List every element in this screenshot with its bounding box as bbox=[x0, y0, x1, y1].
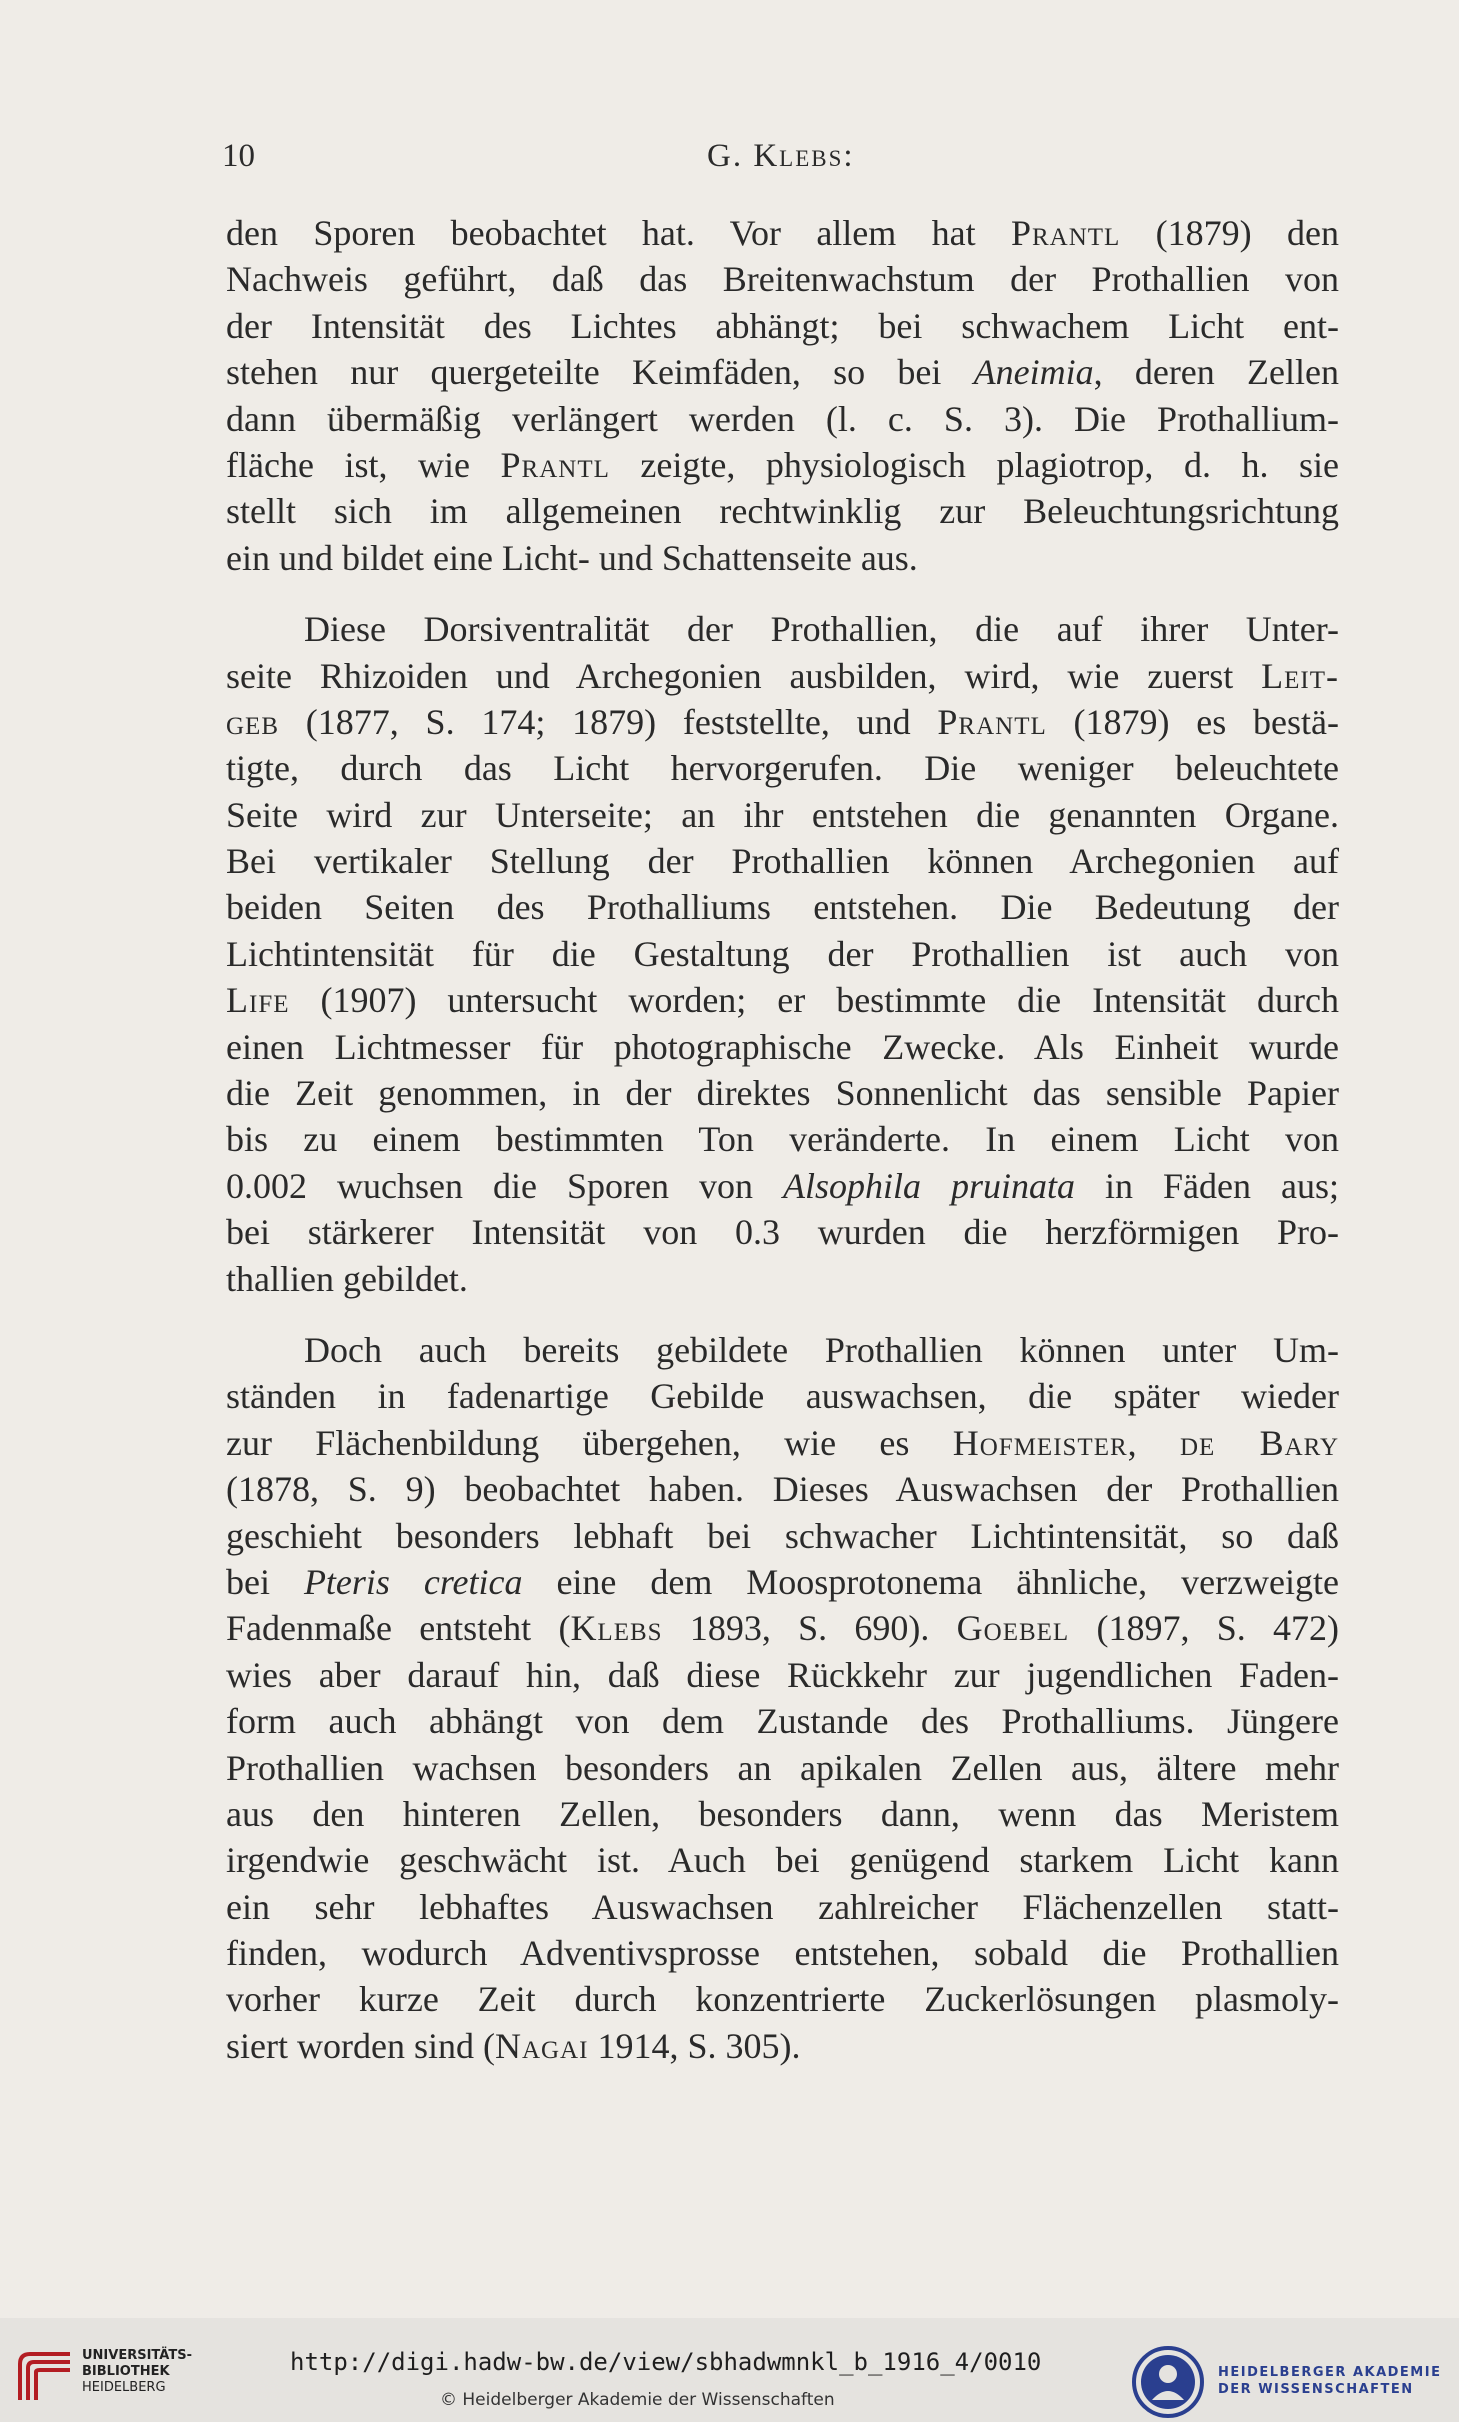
paragraph-gap bbox=[226, 1302, 1339, 1327]
author-name: Leit- bbox=[1261, 655, 1339, 696]
text-line: ständen in fadenartige Gebilde auswachsen, die später wieder bbox=[226, 1376, 1339, 1417]
text-line: einen Lichtmesser für photographische Zwecke. Als Einheit wurde bbox=[226, 1026, 1339, 1067]
text-line: Bei vertikaler Stellung der Prothallien können Archegonien auf bbox=[226, 841, 1339, 882]
text-line: zur Flächenbildung übergehen, wie es Hofmeister, de Bary bbox=[226, 1422, 1340, 1463]
author-name: Prantl bbox=[937, 701, 1047, 742]
author-name: Life bbox=[226, 980, 290, 1021]
text-line: Seite wird zur Unterseite; an ihr entstehen die genannten Organe. bbox=[226, 794, 1339, 835]
text-line: seite Rhizoiden und Archegonien ausbilden, wird, wie zuerst Leit- bbox=[226, 655, 1339, 696]
author-name: Prantl bbox=[500, 444, 610, 485]
text-line: aus den hinteren Zellen, besonders dann, wenn das Meristem bbox=[226, 1793, 1339, 1834]
text-line: stehen nur quergeteilte Keimfäden, so bei Aneimia, deren Zellen bbox=[226, 352, 1339, 393]
taxon-name: Aneimia bbox=[973, 352, 1094, 393]
text-line: finden, wodurch Adventivsprosse entstehen, sobald die Prothallien bbox=[226, 1933, 1339, 1974]
library-name-line3: HEIDELBERG bbox=[82, 2380, 166, 2395]
text-line: den Sporen beobachtet hat. Vor allem hat Prantl (1879) den bbox=[226, 213, 1339, 253]
text-line: ein und bildet eine Licht- und Schattenseite aus. bbox=[226, 537, 918, 578]
library-name bbox=[82, 2348, 192, 2396]
text-line: beiden Seiten des Prothalliums entstehen. Die Bedeutung der bbox=[226, 887, 1339, 928]
library-name-line2: BIBLIOTHEK bbox=[82, 2364, 170, 2379]
text-line: Fadenmaße entsteht (Klebs 1893, S. 690). Goebel (1897, S. 472) bbox=[226, 1608, 1340, 1649]
library-name-line1: UNIVERSITÄTS- bbox=[82, 2348, 192, 2363]
body-text bbox=[226, 210, 1339, 2069]
text-line: (1878, S. 9) beobachtet haben. Dieses Auswachsen der Prothallien bbox=[226, 1469, 1339, 1510]
text-line: 0.002 wuchsen die Sporen von Alsophila pruinata in Fäden aus; bbox=[226, 1165, 1339, 1206]
author-name: de Bary bbox=[1179, 1422, 1340, 1463]
academy-name-line1: HEIDELBERGER AKADEMIE bbox=[1218, 2365, 1442, 2380]
academy-name-line2: DER WISSENSCHAFTEN bbox=[1218, 2382, 1414, 2397]
text-line: dann übermäßig verlängert werden (l. c. S. 3). Die Prothallium- bbox=[226, 398, 1339, 439]
text-line: bei Pteris cretica eine dem Moosprotonema ähnliche, verzweigte bbox=[226, 1561, 1339, 1602]
copyright-notice: © Heidelberger Akademie der Wissenschaften bbox=[440, 2390, 835, 2410]
text-line: ein sehr lebhaftes Auswachsen zahlreicher Flächenzellen statt- bbox=[226, 1886, 1339, 1927]
text-line: Diese Dorsiventralität der Prothallien, die auf ihrer Unter- bbox=[304, 609, 1339, 650]
text-line: thallien gebildet. bbox=[226, 1258, 468, 1299]
text-line: Nachweis geführt, daß das Breitenwachstum der Prothallien von bbox=[226, 259, 1339, 300]
text-line: vorher kurze Zeit durch konzentrierte Zuckerlösungen plasmoly- bbox=[226, 1979, 1339, 2020]
text-line: Doch auch bereits gebildete Prothallien können unter Um- bbox=[304, 1329, 1339, 1370]
text-line: Lichtintensität für die Gestaltung der Prothallien ist auch von bbox=[226, 933, 1339, 974]
paragraph-gap bbox=[226, 581, 1339, 606]
text-line: fläche ist, wie Prantl zeigte, physiologisch plagiotrop, d. h. sie bbox=[226, 444, 1340, 485]
taxon-name: Alsophila pruinata bbox=[782, 1165, 1075, 1206]
taxon-name: Pteris cretica bbox=[303, 1561, 523, 1602]
academy-seal-icon bbox=[1128, 2342, 1208, 2422]
text-line: geb (1877, S. 174; 1879) feststellte, und Prantl (1879) es bestä- bbox=[226, 701, 1340, 742]
text-line: wies aber darauf hin, daß diese Rückkehr zur jugendlichen Faden- bbox=[226, 1654, 1339, 1695]
text-line: siert worden sind (Nagai 1914, S. 305). bbox=[226, 2025, 801, 2066]
text-line: geschieht besonders lebhaft bei schwacher Lichtintensität, so daß bbox=[226, 1515, 1339, 1556]
paragraph bbox=[226, 210, 1339, 581]
text-line: Life (1907) untersucht worden; er bestimmte die Intensität durch bbox=[226, 980, 1339, 1021]
running-head bbox=[222, 138, 1337, 188]
academy-name bbox=[1218, 2364, 1441, 2398]
text-line: tigte, durch das Licht hervorgerufen. Die weniger beleuchtete bbox=[226, 748, 1339, 789]
text-line: der Intensität des Lichtes abhängt; bei schwachem Licht ent- bbox=[226, 305, 1339, 346]
text-line: stellt sich im allgemeinen rechtwinklig zur Beleuchtungsrichtung bbox=[226, 491, 1339, 532]
text-line: Prothallien wachsen besonders an apikalen Zellen aus, ältere mehr bbox=[226, 1747, 1339, 1788]
author-name: Nagai bbox=[494, 2025, 589, 2066]
author-name: geb bbox=[226, 701, 279, 742]
text-line: form auch abhängt von dem Zustande des Prothalliums. Jüngere bbox=[226, 1701, 1339, 1742]
author-name: Goebel bbox=[956, 1608, 1070, 1649]
text-line: irgendwie geschwächt ist. Auch bei genügend starkem Licht kann bbox=[226, 1840, 1339, 1881]
page-number: 10 bbox=[222, 138, 255, 174]
running-title: G. Klebs: bbox=[707, 138, 855, 174]
footer-bar bbox=[0, 2318, 1459, 2422]
author-name: Prantl bbox=[1010, 213, 1121, 253]
author-name: Hofmeister bbox=[952, 1422, 1128, 1463]
author-name: Klebs bbox=[570, 1608, 663, 1649]
text-line: bis zu einem bestimmten Ton veränderte. In einem Licht von bbox=[226, 1119, 1339, 1160]
paragraph bbox=[226, 606, 1339, 1302]
permalink-url[interactable]: http://digi.hadw-bw.de/view/sbhadwmnkl_b_1916_4/0010 bbox=[290, 2348, 1042, 2376]
paragraph bbox=[226, 1327, 1339, 2069]
text-line: die Zeit genommen, in der direktes Sonnenlicht das sensible Papier bbox=[226, 1073, 1339, 1114]
text-line: bei stärkerer Intensität von 0.3 wurden die herzförmigen Pro- bbox=[226, 1212, 1339, 1253]
